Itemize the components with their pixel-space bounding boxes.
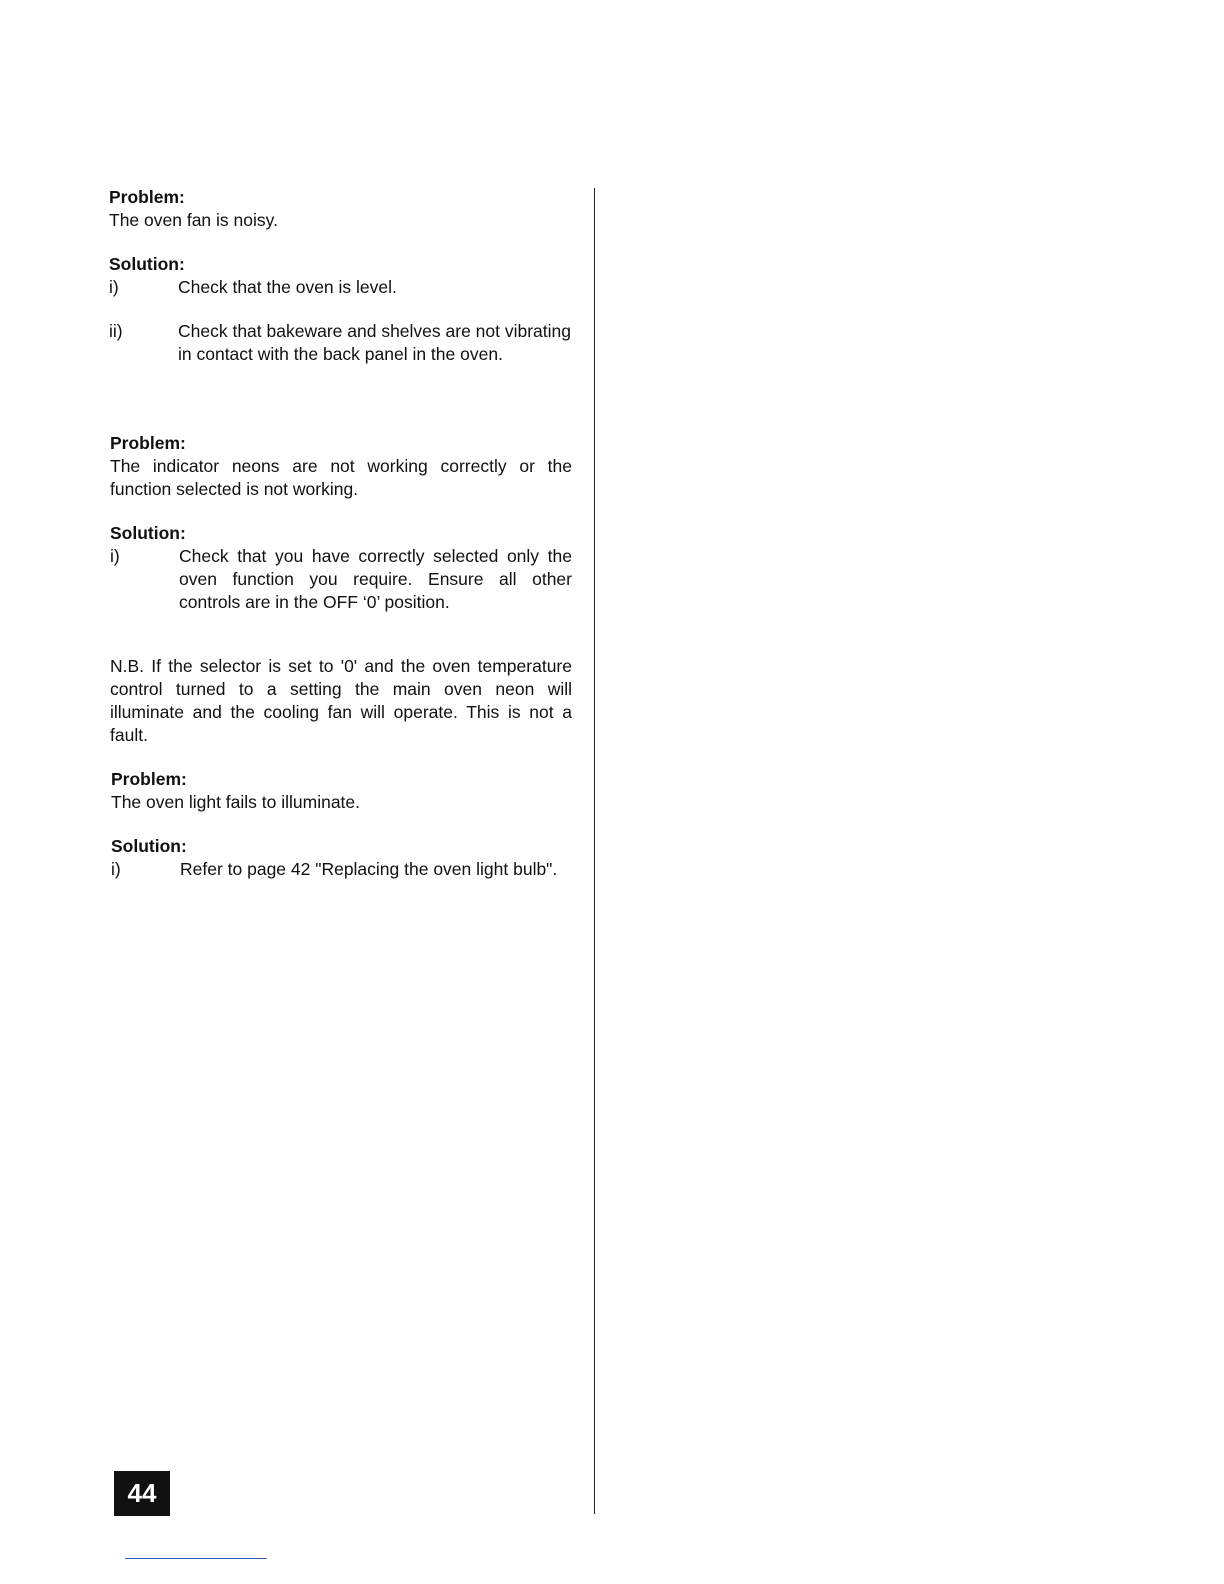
problem-text: The oven fan is noisy. (109, 210, 278, 230)
section-fan-noise (109, 186, 571, 366)
problem-heading: Problem: (111, 769, 187, 789)
bottom-rule (125, 1558, 267, 1559)
solution-heading: Solution: (111, 836, 187, 856)
solution-heading: Solution: (109, 254, 185, 274)
item-text: Check that the oven is level. (178, 277, 397, 297)
solution-item (109, 320, 571, 366)
note-block (110, 655, 572, 747)
item-number: ii) (109, 321, 123, 341)
section-oven-light (111, 768, 573, 881)
problem-text: The oven light fails to illuminate. (111, 792, 361, 812)
item-number: i) (109, 277, 119, 297)
item-text: Refer to page 42 "Replacing the oven light bulb". (180, 859, 558, 879)
item-text: Check that bakeware and shelves are not vibrating in contact with the back panel in the oven. (178, 321, 572, 364)
problem-text: The indicator neons are not working correctly or the function selected is not working. (110, 456, 572, 499)
solution-heading: Solution: (110, 523, 186, 543)
item-text: Check that you have correctly selected only the oven function you require. Ensure all other controls are in the OFF ‘0’ position. (179, 546, 572, 612)
item-number: i) (111, 859, 121, 879)
solution-item (109, 276, 571, 299)
page-number-badge (114, 1471, 170, 1516)
problem-heading: Problem: (109, 187, 185, 207)
solution-item (110, 545, 572, 614)
problem-heading: Problem: (110, 433, 186, 453)
column-divider (594, 188, 595, 1514)
section-indicator-neons (110, 432, 572, 614)
note-text: N.B. If the selector is set to '0' and the oven temperature control turned to a setting the main oven neon will illuminate and the cooling fan will operate. This is not a fault. (110, 656, 572, 745)
item-number: i) (110, 546, 120, 566)
page-number: 44 (127, 1478, 157, 1508)
solution-item (111, 858, 573, 881)
